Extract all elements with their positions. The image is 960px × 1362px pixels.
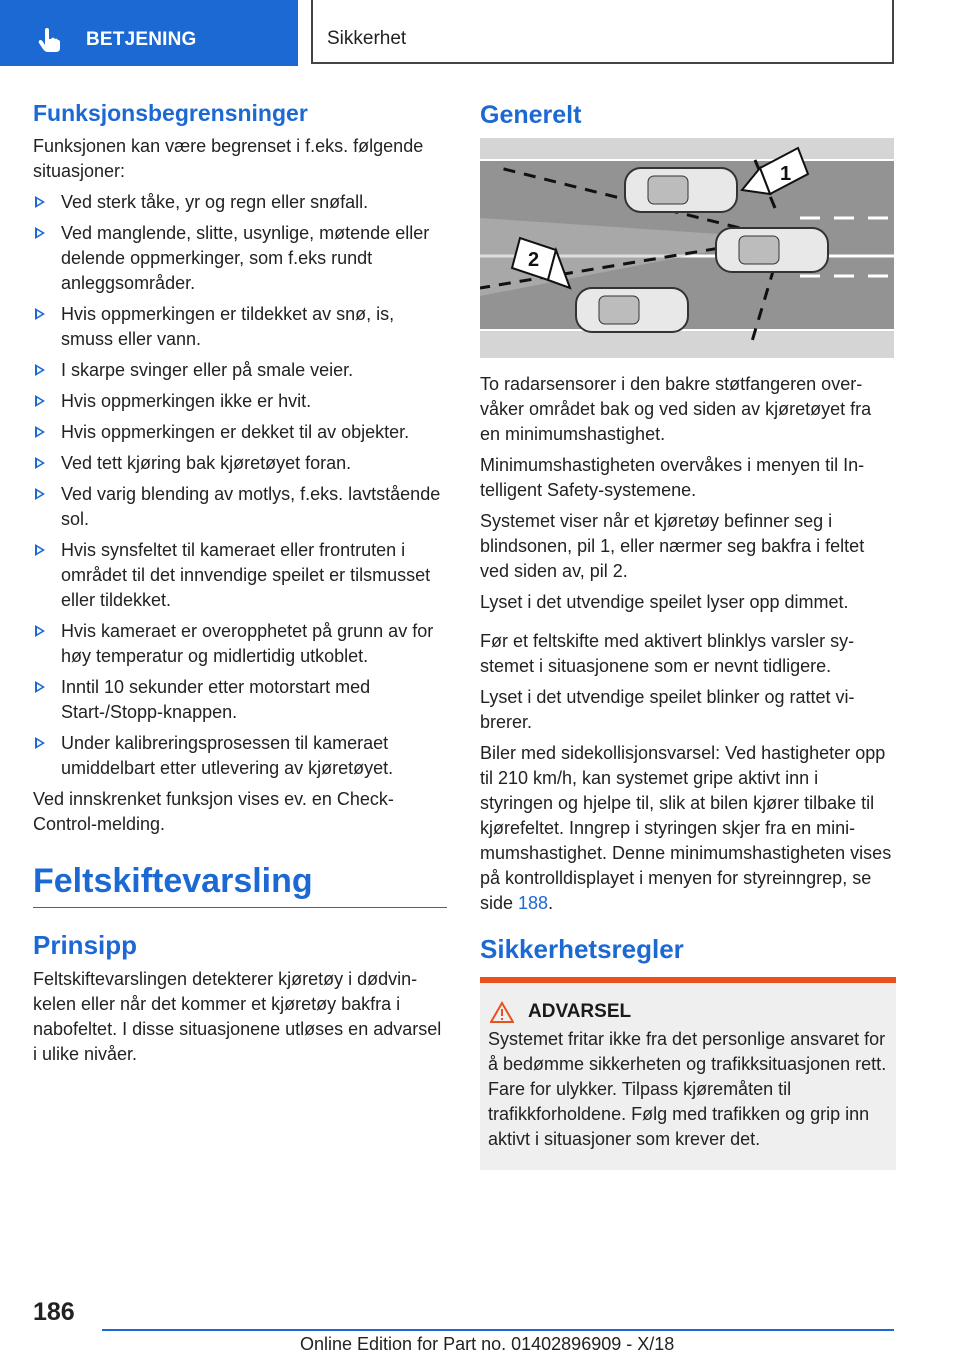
list-item: Under kalibreringsprosessen til kameraet umiddelbart etter utlevering av kjøretøyet. xyxy=(33,731,447,781)
section-label: BETJENING xyxy=(86,29,197,50)
triangle-bullet-icon xyxy=(35,457,45,469)
list-item: Hvis kameraet er overopphetet på grunn av for høy temperatur og midlertidig utkoblet. xyxy=(33,619,447,669)
triangle-bullet-icon xyxy=(35,737,45,749)
limits-intro: Funksjonen kan være begrenset i f.eks. følgende situasjoner: xyxy=(33,135,424,181)
triangle-bullet-icon xyxy=(35,227,45,239)
page-number: 186 xyxy=(33,1298,75,1326)
safety-heading: Sikkerhetsregler xyxy=(480,934,684,964)
paragraph: To radarsensorer i den bakre støtfangeren overvåker området bak og ved siden av kjøretøyet fra en minimumshastighet. xyxy=(480,374,872,444)
callout-label-1: 1 xyxy=(780,163,792,185)
lane-change-figure xyxy=(480,138,894,358)
paragraph: Lyset i det utvendige speilet blinker og rattet vibrerer. xyxy=(480,687,855,732)
paragraph: Minimumshastigheten overvåkes i menyen til Intelligent Safety-systemene. xyxy=(480,455,865,500)
car-own xyxy=(716,228,828,272)
chapter-title: Sikkerhet xyxy=(327,28,407,49)
warning-triangle-icon xyxy=(490,1001,514,1023)
triangle-bullet-icon xyxy=(35,488,45,500)
list-item: Ved tett kjøring bak kjøretøyet foran. xyxy=(33,451,447,476)
principle-text: Feltskiftevarslingen detekterer kjøretøy i dødvinkelen eller når det kommer et kjøretøy bakfra i nabofeltet. I disse situasjonene utløses en advarsel i ulike nivåer. xyxy=(33,969,442,1065)
paragraph: Systemet viser når et kjøretøy befinner seg i blindsonen, pil 1, eller nærmer seg bakfra i feltet ved siden av, pil 2. xyxy=(480,511,865,581)
left-column xyxy=(33,100,447,1073)
list-item: Hvis oppmerkingen ikke er hvit. xyxy=(33,389,447,414)
list-item: Ved sterk tåke, yr og regn eller snøfall. xyxy=(33,190,447,215)
section-tab[interactable] xyxy=(0,0,298,66)
triangle-bullet-icon xyxy=(35,308,45,320)
car-approaching xyxy=(576,288,688,332)
limits-list xyxy=(33,190,447,781)
main-heading: Feltskiftevarsling xyxy=(33,861,447,909)
car-blindspot xyxy=(625,168,737,212)
footer-edition: Online Edition for Part no. 01402896909 - X/18 xyxy=(300,1334,675,1354)
footer-rule xyxy=(102,1329,894,1331)
warning-label: ADVARSEL xyxy=(528,1001,632,1022)
list-item: Ved varig blending av motlys, f.eks. lavtstående sol. xyxy=(33,482,447,532)
paragraph: Før et feltskifte med aktivert blinklys varsler systemet i situasjonene som er nevnt tidligere. xyxy=(480,631,855,676)
principle-heading: Prinsipp xyxy=(33,930,138,961)
triangle-bullet-icon xyxy=(35,395,45,407)
warning-box xyxy=(480,977,896,1170)
limits-heading: Funksjonsbegrensninger xyxy=(33,100,308,126)
general-heading: Generelt xyxy=(480,101,582,129)
chapter-box xyxy=(311,0,894,64)
triangle-bullet-icon xyxy=(35,625,45,637)
triangle-bullet-icon xyxy=(35,426,45,438)
page-link[interactable]: 188 xyxy=(518,893,549,913)
lka-paragraph: Biler med sidekollisjonsvarsel: Ved hastigheter opp til 210 km/h, kan systemet gripe aktivt inn i styringen og hjelpe til, slik at bilen kjører tilbake til kjørefeltet. Inngrep i styringen skjer fra en minimumshastighet. Denne minimumshastigheten vises på kontrolldisplayet i menyen for styreinngrep, se side 188. xyxy=(480,743,892,913)
right-column xyxy=(480,100,896,1170)
list-item: Inntil 10 sekunder etter motorstart med Start-/Stopp-knappen. xyxy=(33,675,447,725)
triangle-bullet-icon xyxy=(35,544,45,556)
paragraph: Lyset i det utvendige speilet lyser opp dimmet. xyxy=(480,592,849,612)
triangle-bullet-icon xyxy=(35,364,45,376)
list-item: Hvis oppmerkingen er dekket til av objekter. xyxy=(33,420,447,445)
list-item: Ved manglende, slitte, usynlige, møtende eller delende oppmerkinger, som f.eks rundt anleggsområder. xyxy=(33,221,447,296)
limits-outro: Ved innskrenket funksjon vises ev. en Check-Control-melding. xyxy=(33,788,394,834)
hand-pointer-icon xyxy=(36,26,64,54)
triangle-bullet-icon xyxy=(35,196,45,208)
triangle-bullet-icon xyxy=(35,681,45,693)
warning-text: Systemet fritar ikke fra det personlige ansvaret for å bedømme sikkerheten og trafikksituasjonen rett. Fare for ulykker. Tilpass kjøremåten til trafikkforholdene. Følg med trafikken og grip inn aktivt i situasjoner som krever det. xyxy=(488,1029,887,1149)
list-item: I skarpe svinger eller på smale veier. xyxy=(33,358,447,383)
warning-header xyxy=(490,1001,888,1023)
list-item: Hvis synsfeltet til kameraet eller frontruten i området til det innvendige speilet er tilsmusset eller tildekket. xyxy=(33,538,447,613)
list-item: Hvis oppmerkingen er tildekket av snø, is, smuss eller vann. xyxy=(33,302,447,352)
callout-label-2: 2 xyxy=(528,249,540,271)
